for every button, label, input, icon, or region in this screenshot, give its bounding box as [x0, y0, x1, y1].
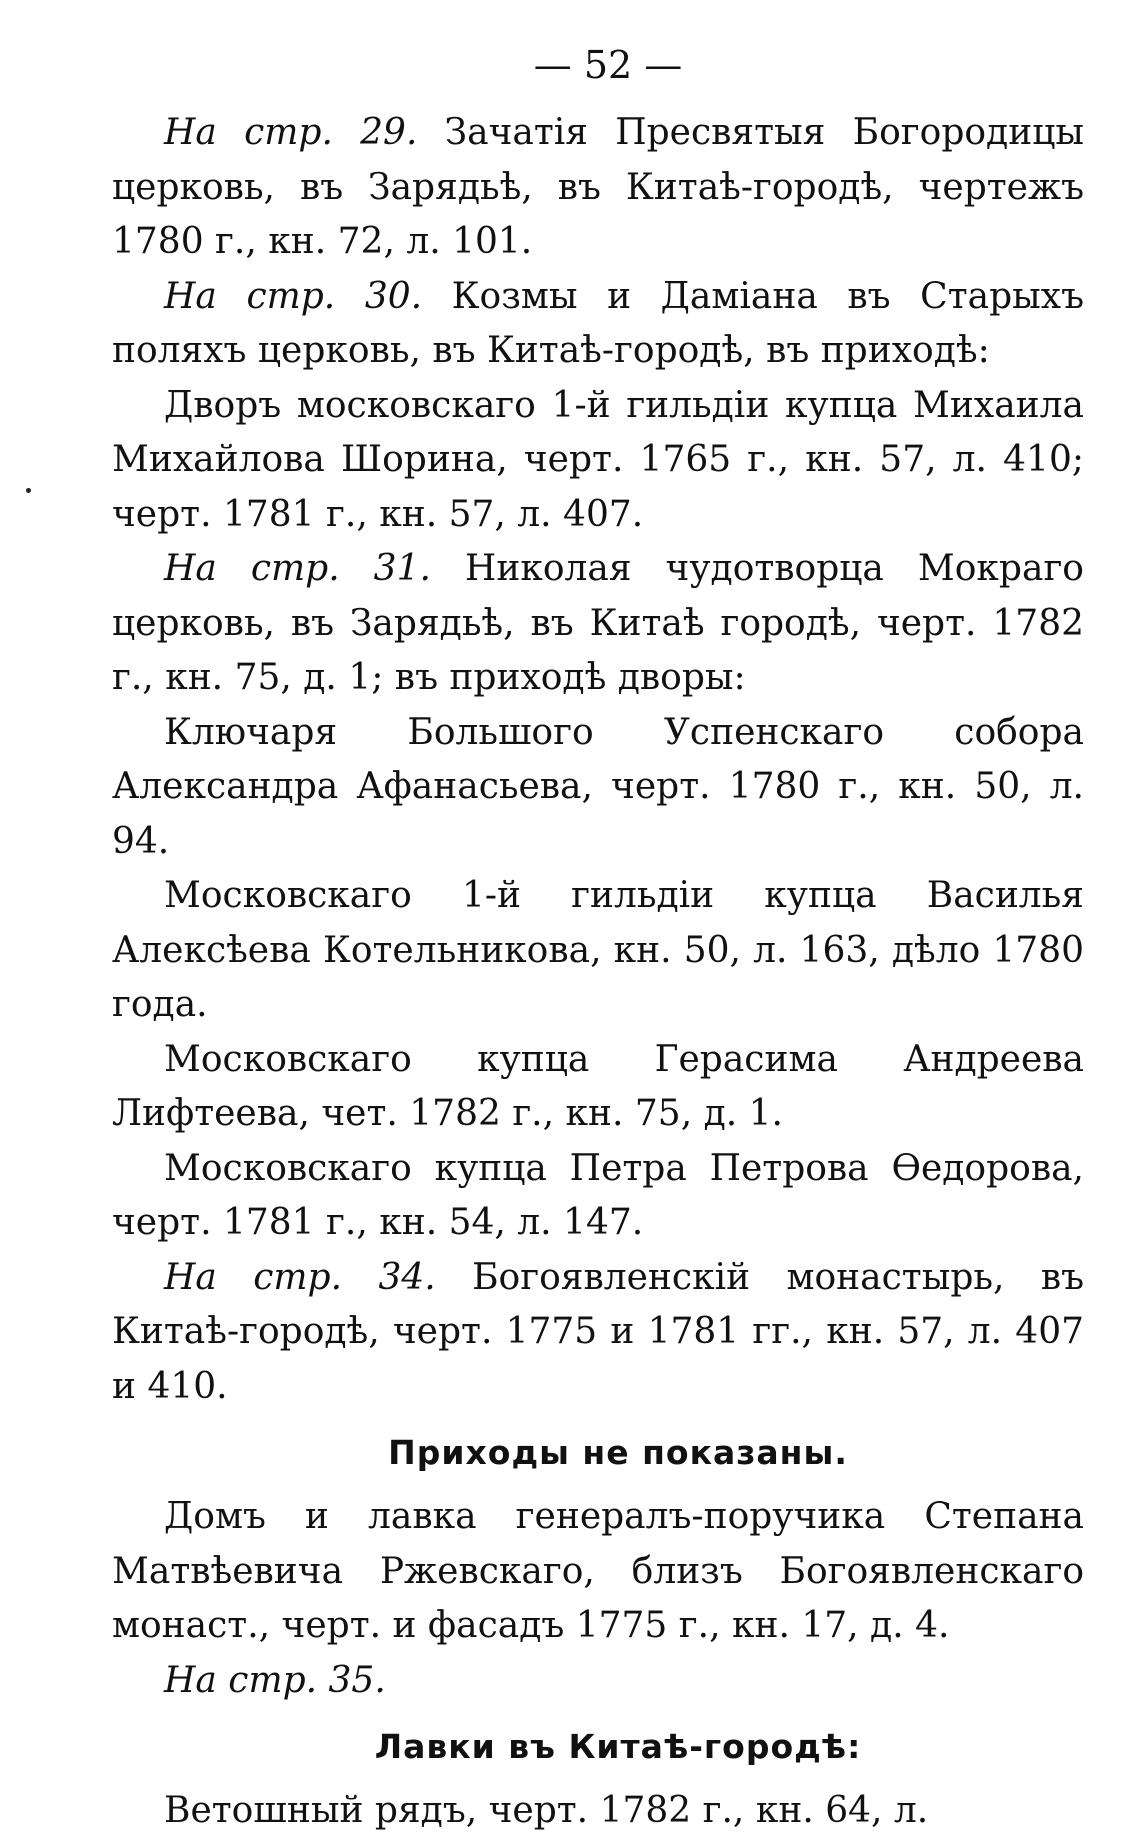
paragraph-text: Николая чудотворца Мокраго церковь, въ Зарядьѣ, въ Китаѣ городѣ, черт. 1782 г., кн. 75, д. 1; въ приходѣ дворы:: [112, 548, 1084, 698]
page-number: — 52 —: [533, 43, 683, 87]
paragraph-text: Козмы и Даміана въ Старыхъ поляхъ церковь, въ Китаѣ-городѣ, въ приходѣ:: [112, 275, 1084, 371]
paragraph-4: [112, 542, 1084, 706]
section-heading: Приходы не показаны.: [388, 1433, 848, 1472]
page-reference: На стр. 35.: [164, 1659, 386, 1701]
paragraph-text: Московскаго купца Петра Петрова Ѳедорова, черт. 1781 г., кн. 54, л. 147.: [112, 1147, 1084, 1243]
paragraph-2: [112, 270, 1084, 379]
page: [112, 40, 1084, 1839]
paragraph-5: [112, 706, 1084, 870]
paragraph-8: [112, 1142, 1084, 1251]
section-heading: Лавки въ Китаѣ-городѣ:: [374, 1727, 862, 1766]
paragraph-1: [112, 106, 1084, 270]
paragraph-text: Богоявленскій монастырь, въ Китаѣ-городѣ, черт. 1775 и 1781 гг., кн. 57, л. 407 и 410.: [112, 1256, 1084, 1407]
page-reference: На стр. 29.: [164, 112, 418, 153]
paragraph-11: Ветошный рядъ, черт. 1782 г., кн. 64, л.: [164, 1790, 929, 1831]
page-reference: На стр. 30.: [164, 275, 423, 317]
paragraph-text: Московскаго 1-й гильдіи купца Василья Алексѣева Котельникова, кн. 50, л. 163, дѣло 1780 года.: [112, 875, 1084, 1025]
paragraph-6: [112, 869, 1084, 1033]
page-reference: На стр. 31.: [164, 548, 431, 589]
paragraph-text: Зачатія Пресвятыя Богородицы церковь, въ Зарядьѣ, въ Китаѣ-городѣ, чертежъ 1780 г., кн. 72, л. 101.: [112, 112, 1084, 262]
paragraph-10: Домъ и лавка генералъ-поручика Степана Матвѣевича Ржевскаго, близъ Богоявленскаго монаст., черт. и фасадъ 1775 г., кн. 17, д. 4.: [112, 1496, 1084, 1646]
paragraph-3: [112, 379, 1084, 543]
paragraph-text: Дворъ московскаго 1-й гильдіи купца Михаила Михайлова Шорина, черт. 1765 г., кн. 57, л. 410; черт. 1781 г., кн. 57, л. 407.: [112, 384, 1084, 535]
page-reference: На стр. 34.: [164, 1256, 436, 1298]
paragraph-text: Ключаря Большого Успенскаго собора Александра Афанасьева, черт. 1780 г., кн. 50, л. 94.: [112, 711, 1084, 862]
paragraph-9: [112, 1251, 1084, 1415]
paragraph-text: Московскаго купца Герасима Андреева Лифтеева, чет. 1782 г., кн. 75, д. 1.: [112, 1038, 1084, 1134]
paragraph-7: [112, 1033, 1084, 1142]
stray-mark: [26, 488, 31, 493]
